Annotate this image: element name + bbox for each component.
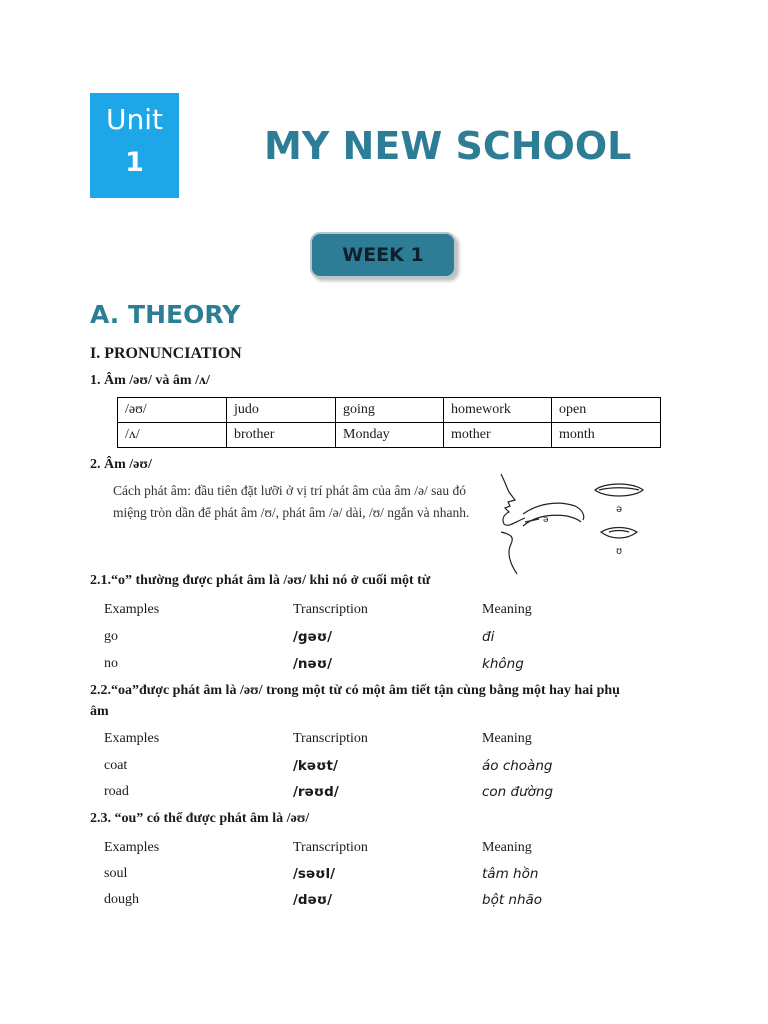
pronunciation-instructions: Cách phát âm: đầu tiên đặt lưỡi ở vị trí phát âm của âm /ə/ sau đó miệng tròn dần để phát âm /ʊ/, phát âm /ə/ dài, /ʊ/ ngắn và nhanh. bbox=[113, 483, 470, 520]
example-word: soul bbox=[104, 866, 128, 881]
unit-badge bbox=[90, 93, 179, 198]
table-row bbox=[118, 398, 661, 423]
table-cell: mother bbox=[444, 423, 552, 448]
example-meaning: tâm hồn bbox=[482, 866, 539, 882]
pronunciation-heading: I. PRONUNCIATION bbox=[90, 345, 242, 362]
example-meaning: không bbox=[482, 656, 524, 672]
rule-2-3-heading: 2.3. “ou” có thể được phát âm là /əʊ/ bbox=[90, 811, 310, 826]
page-title: MY NEW SCHOOL bbox=[264, 124, 632, 168]
column-header-transcription: Transcription bbox=[293, 602, 368, 617]
column-header-examples: Examples bbox=[104, 731, 160, 746]
table-cell: homework bbox=[444, 398, 552, 423]
section-2-heading: 2. Âm /əʊ/ bbox=[90, 457, 152, 472]
example-transcription: /nəʊ/ bbox=[293, 656, 333, 672]
example-meaning: áo choàng bbox=[482, 758, 553, 774]
example-meaning: đi bbox=[482, 629, 495, 645]
example-transcription: /dəʊ/ bbox=[293, 892, 333, 908]
diagram-label-schwa: ə bbox=[543, 515, 549, 525]
column-header-examples: Examples bbox=[104, 840, 160, 855]
table-row bbox=[118, 423, 661, 448]
column-header-transcription: Transcription bbox=[293, 840, 368, 855]
example-transcription: /kəʊt/ bbox=[293, 758, 338, 774]
column-header-meaning: Meaning bbox=[482, 731, 532, 746]
rule-2-2-heading: 2.2.“oa”được phát âm là /əʊ/ trong một từ có một âm tiết tận cùng bằng một hay hai phụ bbox=[90, 683, 620, 698]
column-header-examples: Examples bbox=[104, 602, 160, 617]
mouth-diagram bbox=[495, 470, 655, 575]
table-cell: /ʌ/ bbox=[118, 423, 227, 448]
column-header-meaning: Meaning bbox=[482, 602, 532, 617]
theory-heading: A. THEORY bbox=[90, 300, 241, 329]
column-header-transcription: Transcription bbox=[293, 731, 368, 746]
section-1-heading: 1. Âm /əʊ/ và âm /ʌ/ bbox=[90, 373, 210, 388]
example-word: road bbox=[104, 784, 129, 799]
example-transcription: /rəʊd/ bbox=[293, 784, 339, 800]
pronunciation-table bbox=[117, 397, 661, 448]
table-cell: brother bbox=[227, 423, 336, 448]
table-cell: Monday bbox=[336, 423, 444, 448]
table-cell: open bbox=[552, 398, 661, 423]
table-cell: judo bbox=[227, 398, 336, 423]
example-word: go bbox=[104, 629, 118, 644]
unit-label: Unit bbox=[106, 103, 163, 136]
table-cell: month bbox=[552, 423, 661, 448]
week-button[interactable]: WEEK 1 bbox=[310, 232, 456, 278]
example-word: no bbox=[104, 656, 118, 671]
table-cell: going bbox=[336, 398, 444, 423]
column-header-meaning: Meaning bbox=[482, 840, 532, 855]
example-word: coat bbox=[104, 758, 128, 773]
rule-2-2-heading-cont: âm bbox=[90, 704, 109, 719]
unit-number: 1 bbox=[125, 147, 144, 178]
example-transcription: /səʊl/ bbox=[293, 866, 336, 882]
rule-2-1-heading: 2.1.“o” thường được phát âm là /əʊ/ khi nó ở cuối một từ bbox=[90, 573, 431, 588]
example-transcription: /gəʊ/ bbox=[293, 629, 333, 645]
diagram-label-upsilon-lips: ʊ bbox=[616, 546, 623, 557]
diagram-label-schwa-lips: ə bbox=[616, 504, 623, 515]
example-meaning: con đường bbox=[482, 784, 554, 800]
example-word: dough bbox=[104, 892, 139, 907]
table-cell: /əʊ/ bbox=[118, 398, 227, 423]
example-meaning: bột nhão bbox=[482, 892, 543, 908]
